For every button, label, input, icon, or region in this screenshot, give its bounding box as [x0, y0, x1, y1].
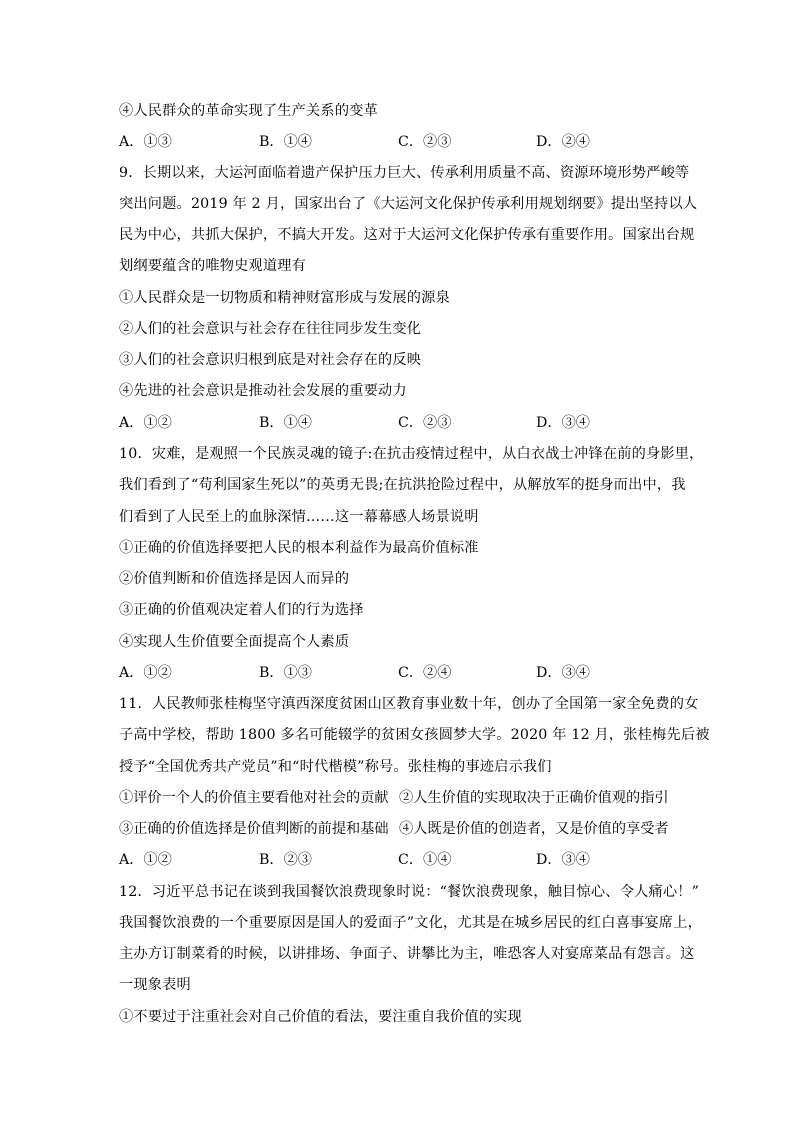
q9-statement-2: ②人们的社会意识与社会存在往往同步发生变化: [119, 321, 422, 337]
q12-stem-line-4: 一现象表明: [119, 977, 191, 993]
q9-stem-line-3: 民为中心，共抓大保护，不搞大开发。这对于大运河文化保护传承有重要作用。国家出台规: [119, 227, 695, 243]
q10-option-a: A．①②: [119, 665, 172, 681]
q10-statement-3: ③正确的价值观决定着人们的行为选择: [119, 602, 364, 618]
q8-option-a: A．①③: [119, 134, 172, 150]
q11-statement-4: ④人既是价值的创造者，又是价值的享受者: [399, 821, 669, 837]
q10-option-b: B．①③: [259, 665, 312, 681]
q11-statement-3: ③正确的价值选择是价值判断的前提和基础: [119, 821, 389, 837]
q9-option-c: C．②③: [398, 415, 452, 431]
q9-option-a: A．①②: [119, 415, 172, 431]
q11-statement-1: ①评价一个人的价值主要看他对社会的贡献: [119, 790, 389, 806]
q8-option-c: C．②③: [398, 134, 452, 150]
q9-stem-line-4: 划纲要蕴含的唯物史观道理有: [119, 258, 307, 274]
q10-option-c: C．②④: [398, 665, 452, 681]
q10-stem-line-1: 10．灾难，是观照一个民族灵魂的镜子:在抗击疫情过程中，从白衣战士冲锋在前的身影里，: [119, 446, 704, 462]
q11-statements-row-1: [119, 788, 675, 808]
q11-statements-row-2: [119, 819, 675, 839]
q11-option-d: D．③④: [536, 852, 590, 868]
q12-stem-line-3: 主办方订制菜肴的时候，以讲排场、争面子、讲攀比为主，唯恐客人对宴席菜品有怨言。这: [119, 946, 695, 962]
q11-option-c: C．①④: [398, 852, 452, 868]
q10-options: [119, 663, 679, 683]
q11-stem-line-2: 子高中学校，帮助 1800 多名可能辍学的贫困女孩圆梦大学。2020 年 12 月，张桂梅先后被: [119, 727, 710, 743]
q9-statement-3: ③人们的社会意识归根到底是对社会存在的反映: [119, 352, 422, 368]
q12-statement-1: ①不要过于注重社会对自己价值的看法，要注重自我价值的实现: [119, 1009, 522, 1025]
q12-stem-line-2: 我国餐饮浪费的一个重要原因是国人的爱面子”文化，尤其是在城乡居民的红白喜事宴席上，: [119, 915, 702, 931]
q10-option-d: D．③④: [536, 665, 590, 681]
q11-options: [119, 850, 679, 870]
q11-option-b: B．②③: [259, 852, 312, 868]
q9-statement-4: ④先进的社会意识是推动社会发展的重要动力: [119, 383, 407, 399]
q10-stem-line-2: 我们看到了“苟利国家生死以”的英勇无畏;在抗洪抢险过程中，从解放军的挺身而出中，我: [119, 477, 686, 493]
q11-option-a: A．①②: [119, 852, 172, 868]
q10-statement-4: ④实现人生价值要全面提高个人素质: [119, 634, 350, 650]
q8-option-d: D．②④: [536, 134, 590, 150]
q11-stem-line-1: 11．人民教师张桂梅坚守滇西深度贫困山区教育事业数十年，创办了全国第一家全免费的女: [119, 696, 699, 712]
q9-statement-1: ①人民群众是一切物质和精神财富形成与发展的源泉: [119, 290, 450, 306]
q9-stem-line-2: 突出问题。2019 年 2 月，国家出台了《大运河文化保护传承利用规划纲要》提出坚持以人: [119, 196, 698, 212]
q10-statement-1: ①正确的价值选择要把人民的根本利益作为最高价值标准: [119, 540, 479, 556]
q11-stem-line-3: 授予“全国优秀共产党员”和“时代楷模”称号。张桂梅的事迹启示我们: [119, 759, 552, 775]
q10-stem-line-3: 们看到了人民至上的血脉深情……这一幕幕感人场景说明: [119, 509, 479, 525]
q12-stem-line-1: 12．习近平总书记在谈到我国餐饮浪费现象时说：“餐饮浪费现象，触目惊心、令人痛心！”: [119, 884, 700, 900]
q8-statement-4: ④人民群众的革命实现了生产关系的变革: [119, 103, 378, 119]
q11-statement-2: ②人生价值的实现取决于正确价值观的指引: [399, 790, 669, 806]
q8-option-b: B．①④: [259, 134, 312, 150]
q8-options: [119, 132, 679, 152]
q9-options: [119, 413, 679, 433]
q9-option-b: B．①④: [259, 415, 312, 431]
q9-option-d: D．③④: [536, 415, 590, 431]
q10-statement-2: ②价值判断和价值选择是因人而异的: [119, 571, 350, 587]
q9-stem-line-1: 9．长期以来，大运河面临着遗产保护压力巨大、传承利用质量不高、资源环境形势严峻等: [119, 165, 690, 181]
